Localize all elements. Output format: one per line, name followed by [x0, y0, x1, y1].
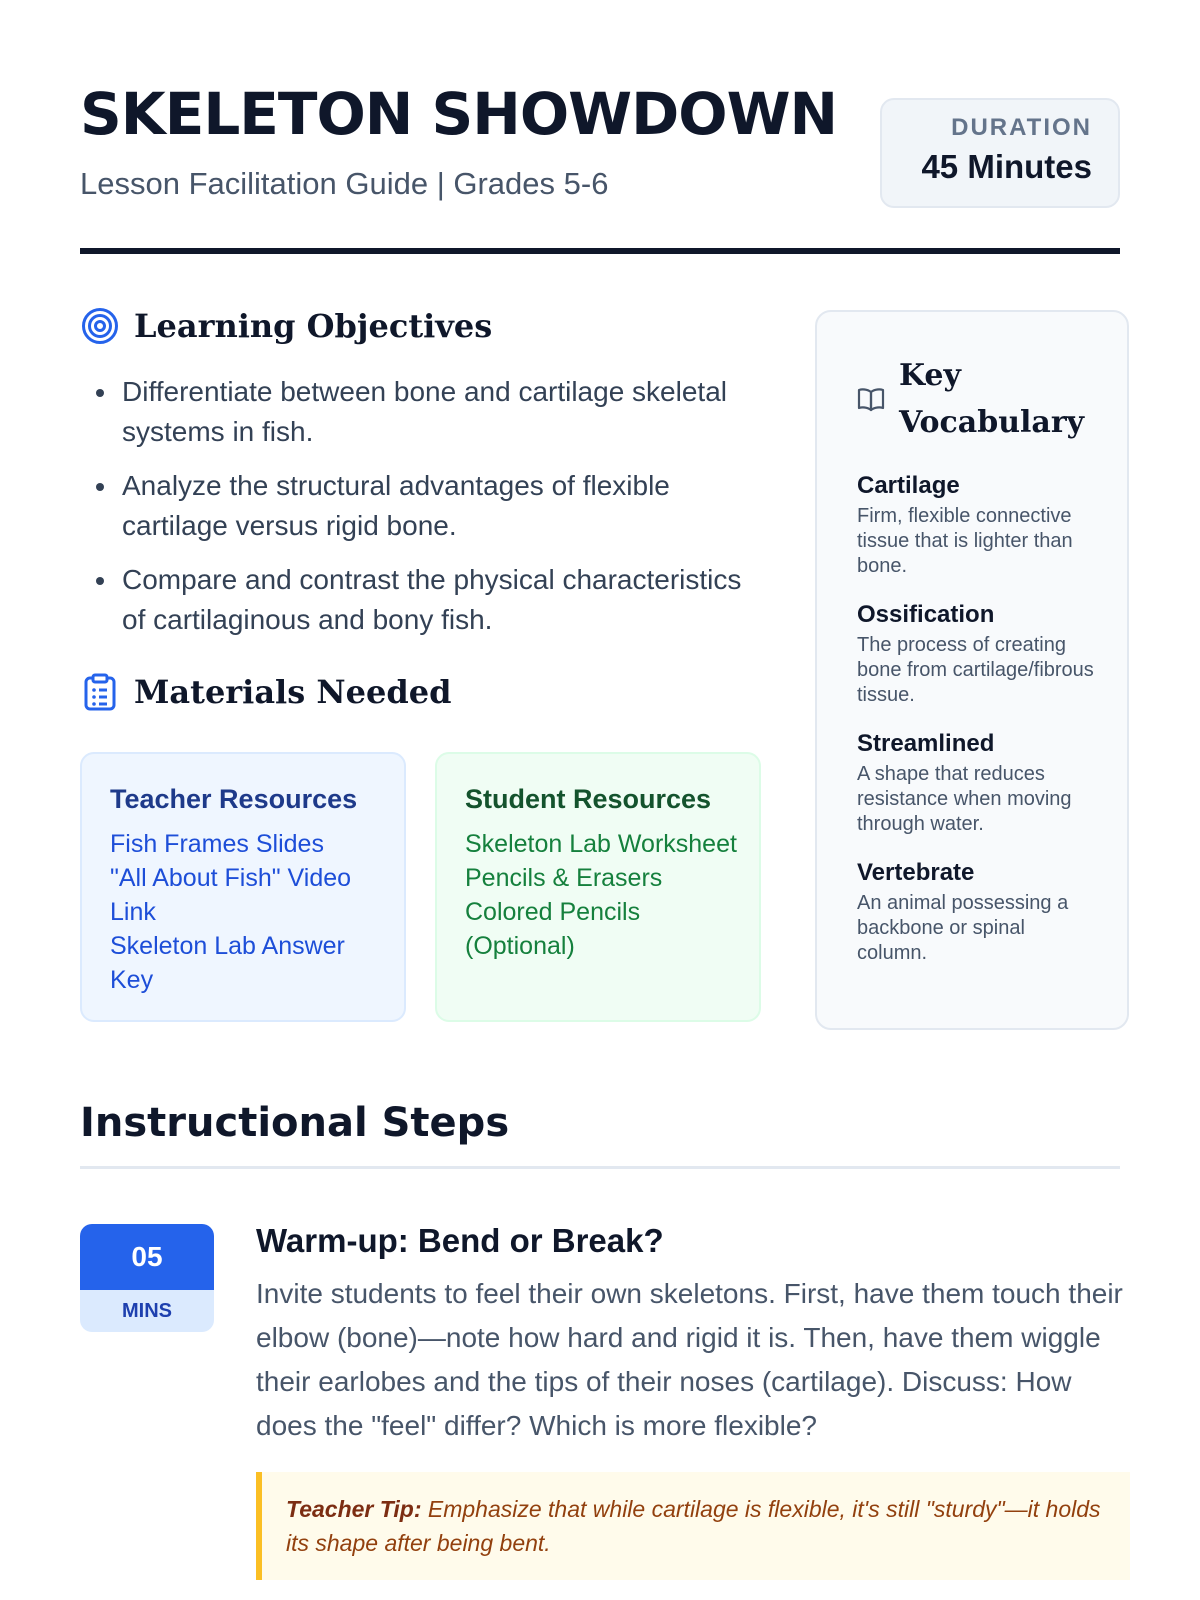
- teacher-tip-label: Teacher Tip:: [286, 1496, 422, 1522]
- step-title: Warm-up: Bend or Break?: [256, 1222, 664, 1259]
- book-open-icon: [857, 385, 885, 413]
- student-resources-card: [435, 752, 761, 1022]
- materials-title: Materials Needed: [134, 673, 452, 711]
- duration-badge: [880, 98, 1120, 208]
- vocab-term: [857, 730, 1097, 837]
- vocab-term: [857, 601, 1097, 708]
- step-content: [256, 1222, 1126, 1448]
- step-description: Invite students to feel their own skeletons. First, have them touch their elbow (bone)—note how hard and rigid it is. Then, have them wiggle their earlobes and the tips of their noses (cartilage). Discuss: How does the "feel" differ? Which is more flexible?: [256, 1278, 1123, 1441]
- student-resource-item: Skeleton Lab Worksheet: [465, 830, 737, 858]
- step-minutes-unit: MINS: [80, 1290, 214, 1332]
- step-minutes: 05: [80, 1224, 214, 1290]
- objective-item: Analyze the structural advantages of flexible cartilage versus rigid bone.: [90, 466, 760, 546]
- materials-heading: [80, 672, 451, 712]
- target-icon: [80, 306, 120, 346]
- teacher-resource-item: "All About Fish" Video Link: [110, 864, 352, 926]
- step-time-badge: [80, 1224, 214, 1332]
- objective-item: Compare and contrast the physical characteristics of cartilaginous and bony fish.: [90, 560, 760, 640]
- clipboard-list-icon: [80, 672, 120, 712]
- vocab-definition: A shape that reduces resistance when moving through water.: [857, 763, 1072, 835]
- vocab-definition: Firm, flexible connective tissue that is lighter than bone.: [857, 505, 1073, 577]
- page-title: SKELETON SHOWDOWN: [80, 80, 838, 148]
- objectives-heading: [80, 306, 492, 346]
- teacher-resources-title: Teacher Resources: [110, 784, 358, 814]
- vocab-definition: The process of creating bone from cartilage/fibrous tissue.: [857, 634, 1094, 706]
- student-resource-item: Pencils & Erasers: [465, 864, 663, 892]
- student-resource-item: Colored Pencils (Optional): [465, 898, 641, 960]
- vocabulary-card: [815, 310, 1129, 1030]
- vocab-word: Cartilage: [857, 472, 960, 499]
- page-subtitle: Lesson Facilitation Guide | Grades 5-6: [80, 166, 609, 201]
- student-resources-title: Student Resources: [465, 784, 712, 814]
- teacher-resource-item: Fish Frames Slides: [110, 830, 324, 858]
- objective-item: Differentiate between bone and cartilage skeletal systems in fish.: [90, 372, 760, 452]
- vocab-definition: An animal possessing a backbone or spinal column.: [857, 892, 1069, 964]
- steps-title: Instructional Steps: [80, 1100, 510, 1146]
- header-divider: [80, 248, 1120, 254]
- duration-label: DURATION: [951, 114, 1092, 141]
- page-header: [80, 78, 1120, 253]
- vocab-word: Ossification: [857, 601, 995, 628]
- duration-value: 45 Minutes: [921, 148, 1092, 185]
- teacher-resources-card: [80, 752, 406, 1022]
- vocab-term: [857, 859, 1097, 966]
- steps-divider: [80, 1166, 1120, 1169]
- vocab-term: [857, 472, 1097, 579]
- vocabulary-heading: [857, 352, 1097, 446]
- objectives-title: Learning Objectives: [134, 307, 493, 345]
- teacher-tip: [256, 1472, 1130, 1580]
- teacher-tip-text: Emphasize that while cartilage is flexible, it's still "sturdy"—it holds its shape after being bent.: [286, 1496, 1101, 1556]
- vocab-word: Vertebrate: [857, 859, 975, 886]
- vocab-word: Streamlined: [857, 730, 995, 757]
- teacher-resource-item: Skeleton Lab Answer Key: [110, 932, 345, 994]
- vocabulary-title: Key Vocabulary: [899, 358, 1085, 440]
- objectives-list: [90, 372, 760, 654]
